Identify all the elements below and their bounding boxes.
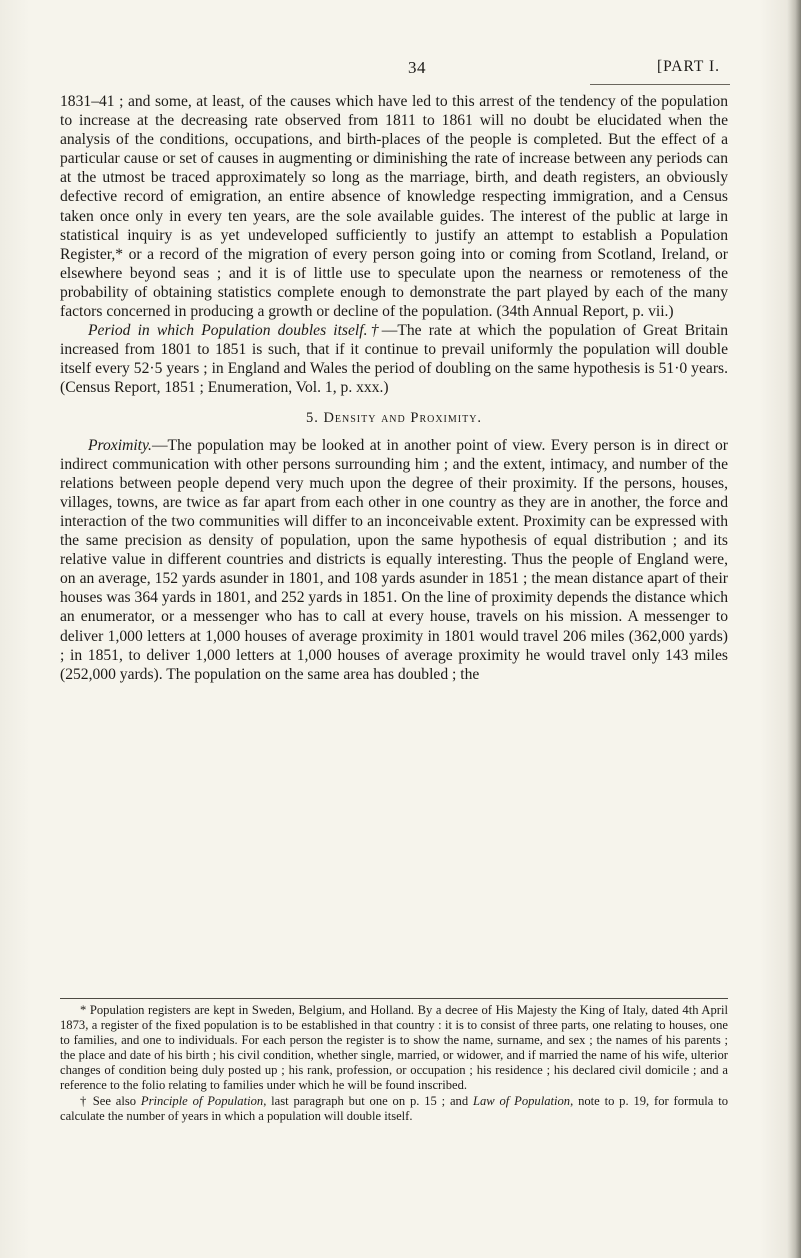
footnotes xyxy=(60,1003,728,1124)
main-text xyxy=(60,92,728,684)
paragraph-proximity-text: —The population may be looked at in another point of view. Every person is in direct or indirect communication with other persons surrounding him ; and the extent, intimacy, and number of the relations between people depend very much upon the degree of their proximity. If the persons, houses, villages, towns, are twice as far apart from each other in one country as they are in another, the force and interaction of the two communities will differ to an inconceivable extent. Proximity can be expressed with the same precision as density of population, upon the same hypothesis of equal distribution ; and its relative value in different countries and districts is equally interesting. Thus the people of England were, on an average, 152 yards asunder in 1801, and 108 yards asunder in 1851 ; the mean distance apart of their houses was 364 yards in 1801, and 252 yards in 1851. On the line of proximity depends the distance which an enumerator, or a messenger who has to call at every house, travels on his mission. A messenger to deliver 1,000 letters at 1,000 houses of average proximity in 1801 would travel 206 miles (362,000 yards) ; in 1851, to deliver 1,000 letters at 1,000 houses of average proximity he would travel only 143 miles (252,000 yards). The population on the same area has doubled ; the xyxy=(60,436,728,683)
footnote-see-also-suffix: , note to p. 19, for formula to calculate the number of years in which a population will double itself. xyxy=(60,1093,729,1123)
paragraph-doubling-period xyxy=(60,321,728,397)
footnote-see-also xyxy=(60,1094,728,1124)
paragraph-doubling-period-title: Period in which Population doubles itself.† xyxy=(88,322,382,340)
header-rule xyxy=(590,84,730,85)
part-label: [PART I. xyxy=(656,58,720,75)
footnote-ref-law-of-population: Law of Population xyxy=(472,1093,571,1108)
paragraph-doubling-period-text: —The rate at which the population of Great Britain increased from 1801 to 1851 is such, that if it continue to prevail uniformly the population will double itself every 52·5 years ; in England and Wales the period of doubling on the same hypothesis is 51·0 years. (Census Report, 1851 ; Enumeration, Vol. 1, p. xxx.) xyxy=(60,322,729,397)
page-number: 34 xyxy=(408,58,426,77)
footnote-population-registers: * Population registers are kept in Sweden, Belgium, and Holland. By a decree of His Majesty the King of Italy, dated 4th April 1873, a register of the fixed population is to be established in that country : it is to consist of three parts, one relating to houses, one to families, and one to individuals. For each person the register is to show the name, surname, and sex ; the names of his parents ; the place and date of his birth ; his civil condition, whether single, married, or widower, and if married the name of his wife, ulterior changes of condition being duly posted up ; his rank, profession, or occupation ; his residence ; his declared civil domicile ; and a reference to the folio relating to families under which he will be found inscribed. xyxy=(60,1003,728,1093)
section-heading: 5. Density and Proximity. xyxy=(305,409,483,426)
footnote-see-also-prefix: † See also xyxy=(80,1093,141,1108)
page-edge-shadow xyxy=(787,0,801,1258)
paragraph-population-register: 1831–41 ; and some, at least, of the causes which have led to this arrest of the tendency of the population to increase at the decreasing rate observed from 1811 to 1861 will no doubt be elucidated when the analysis of the conditions, occupations, and birth-places of the people is completed. But the effect of a particular cause or set of causes in augmenting or diminishing the rate of increase between any periods can at the utmost be traced approximately so long as the marriage, birth, and death registers, an obviously defective record of emigration, an entire absence of knowledge respecting immigration, and a Census taken once only in every ten years, are the sole available guides. The interest of the public at large in statistical inquiry is as yet undeveloped sufficiently to justify an attempt to establish a Population Register,* or a record of the migration of every person going into or coming from Scotland, Ireland, or elsewhere beyond seas ; and it is of little use to speculate upon the nearness or remoteness of the probability of obtaining statistics complete enough to demonstrate the part played by each of the many factors concerned in producing a growth or decline of the population. (34th Annual Report, p. vii.) xyxy=(60,93,728,321)
footnote-rule xyxy=(60,998,728,999)
paragraph-proximity xyxy=(60,436,728,684)
paragraph-proximity-title: Proximity. xyxy=(88,436,152,454)
footnote-see-also-middle: , last paragraph but one on p. 15 ; and xyxy=(263,1093,473,1108)
running-head xyxy=(60,58,720,82)
footnote-ref-principle-of-population: Principle of Population xyxy=(140,1093,264,1108)
